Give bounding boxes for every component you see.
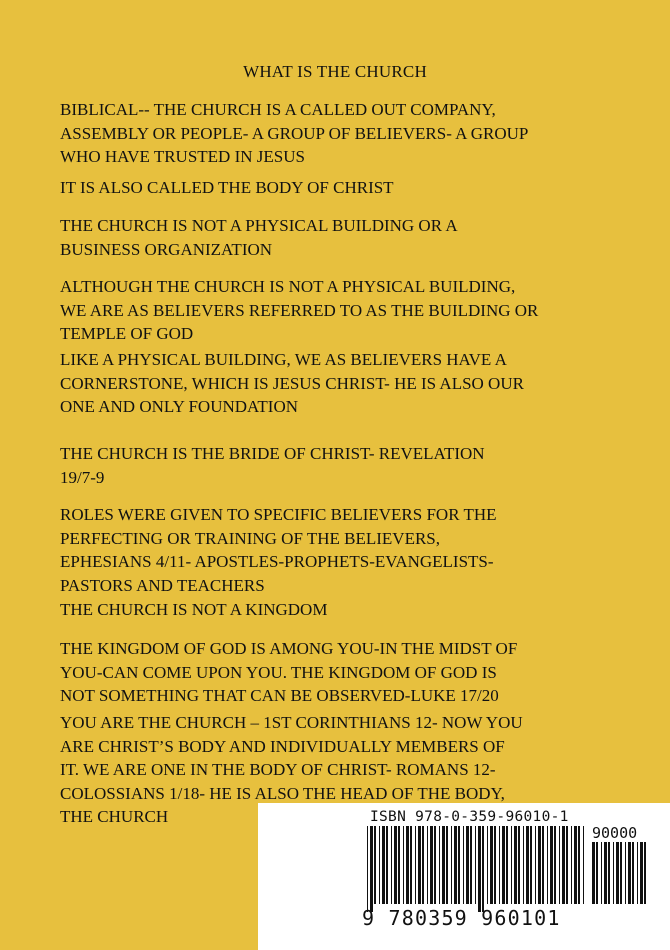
paragraph-cornerstone: LIKE A PHYSICAL BUILDING, WE AS BELIEVERS HAVE A CORNERSTONE, WHICH IS JESUS CHRIST- HE IS ALSO OUR ONE AND ONLY FOUNDATION [60, 350, 524, 416]
paragraph-not-kingdom: THE CHURCH IS NOT A KINGDOM [60, 600, 328, 619]
paragraph-not-building: THE CHURCH IS NOT A PHYSICAL BUILDING OR A BUSINESS ORGANIZATION [60, 216, 458, 259]
isbn-barcode-bars [365, 826, 587, 912]
isbn-label: ISBN 978-0-359-96010-1 [370, 809, 569, 825]
page-title: WHAT IS THE CHURCH [243, 62, 427, 81]
price-barcode-bars [590, 842, 652, 912]
paragraph-roles: ROLES WERE GIVEN TO SPECIFIC BELIEVERS FOR THE PERFECTING OR TRAINING OF THE BELIEVERS, EPHESIANS 4/11- APOSTLES-PROPHETS-EVANGELISTS- PASTORS AND TEACHERS [60, 505, 497, 595]
paragraph-kingdom-of-god: THE KINGDOM OF GOD IS AMONG YOU-IN THE MIDST OF YOU-CAN COME UPON YOU. THE KINGDOM OF GOD IS NOT SOMETHING THAT CAN BE OBSERVED-LUKE 17/20 [60, 639, 518, 705]
paragraph-bride-of-christ: THE CHURCH IS THE BRIDE OF CHRIST- REVELATION 19/7-9 [60, 444, 485, 487]
isbn-digits: 9 780359 960101 [362, 906, 561, 930]
paragraph-biblical: BIBLICAL-- THE CHURCH IS A CALLED OUT COMPANY, ASSEMBLY OR PEOPLE- A GROUP OF BELIEVERS- A GROUP WHO HAVE TRUSTED IN JESUS [60, 100, 529, 166]
price-code: 90000 [592, 824, 638, 842]
paragraph-temple-of-god: ALTHOUGH THE CHURCH IS NOT A PHYSICAL BUILDING, WE ARE AS BELIEVERS REFERRED TO AS THE BUILDING OR TEMPLE OF GOD [60, 277, 539, 343]
paragraph-body-of-christ: IT IS ALSO CALLED THE BODY OF CHRIST [60, 178, 394, 197]
paragraph-you-are-the-church: YOU ARE THE CHURCH – 1ST CORINTHIANS 12- NOW YOU ARE CHRIST’S BODY AND INDIVIDUALLY MEMBERS OF IT. WE ARE ONE IN THE BODY OF CHRIST- ROMANS 12- COLOSSIANS 1/18- HE IS ALSO THE HEAD OF THE BODY, THE CHURCH [60, 713, 523, 826]
